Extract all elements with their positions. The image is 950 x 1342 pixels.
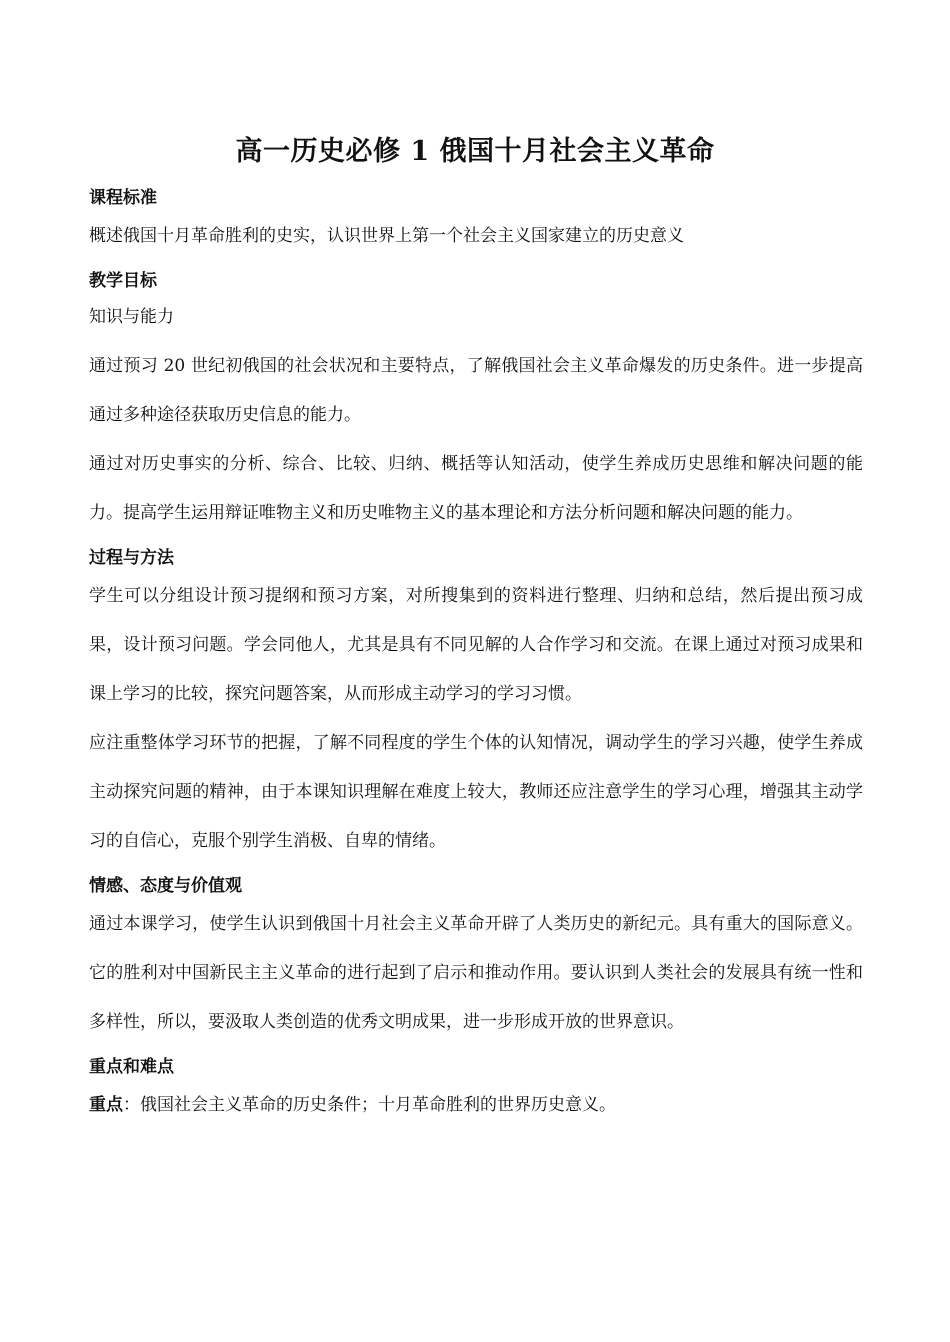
keypoints-paragraph [89, 1081, 863, 1130]
section-heading-keypoints: 重点和难点 [89, 1057, 174, 1077]
key-label: 重点 [89, 1095, 123, 1115]
key-text: ：俄国社会主义革命的历史条件；十月革命胜利的世界历史意义。 [123, 1095, 616, 1115]
document-title: 高一历史必修 1 俄国十月社会主义革命 [235, 136, 715, 167]
curriculum-text: 概述俄国十月革命胜利的史实，认识世界上第一个社会主义国家建立的历史意义 [89, 226, 684, 246]
document-body [89, 178, 863, 1130]
section-heading-objectives: 教学目标 [89, 271, 157, 291]
section-heading-curriculum: 课程标准 [89, 188, 157, 208]
process-paragraph-1: 学生可以分组设计预习提纲和预习方案，对所搜集到的资料进行整理、归纳和总结，然后提出预习成果，设计预习问题。学会同他人，尤其是具有不同见解的人合作学习和交流。在课上通过对预习成果和课上学习的比较，探究问题答案，从而形成主动学习的学习习惯。 [89, 586, 863, 704]
section-heading-process: 过程与方法 [89, 548, 174, 568]
section-heading-values: 情感、态度与价值观 [89, 876, 242, 896]
values-paragraph-1: 通过本课学习，使学生认识到俄国十月社会主义革命开辟了人类历史的新纪元。具有重大的国际意义。它的胜利对中国新民主主义革命的进行起到了启示和推动作用。要认识到人类社会的发展具有统一性和多样性，所以，要汲取人类创造的优秀文明成果，进一步形成开放的世界意识。 [89, 914, 863, 1032]
process-paragraph-2: 应注重整体学习环节的把握，了解不同程度的学生个体的认知情况，调动学生的学习兴趣，使学生养成主动探究问题的精神，由于本课知识理解在难度上较大，教师还应注意学生的学习心理，增强其主动学习的自信心，克服个别学生消极、自卑的情绪。 [89, 733, 863, 851]
knowledge-paragraph-2: 通过对历史事实的分析、综合、比较、归纳、概括等认知活动，使学生养成历史思维和解决问题的能力。提高学生运用辩证唯物主义和历史唯物主义的基本理论和方法分析问题和解决问题的能力。 [89, 454, 863, 523]
knowledge-paragraph-1: 通过预习 20 世纪初俄国的社会状况和主要特点，了解俄国社会主义革命爆发的历史条件。进一步提高通过多种途径获取历史信息的能力。 [89, 356, 863, 425]
subheading-knowledge: 知识与能力 [89, 307, 174, 327]
